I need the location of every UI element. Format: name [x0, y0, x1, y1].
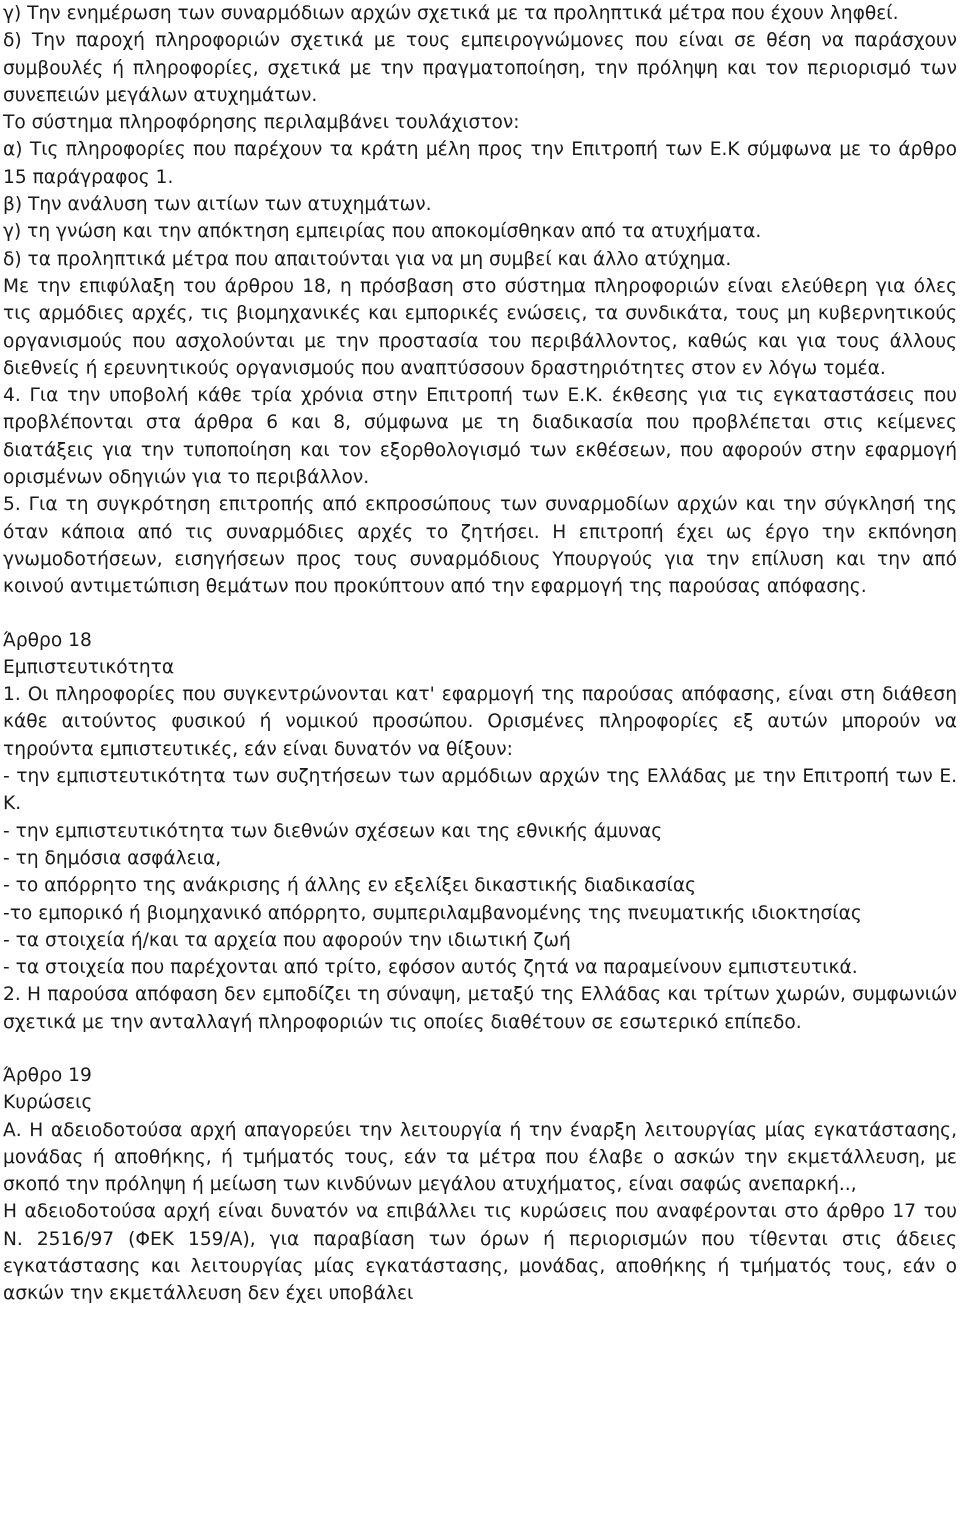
article-18-item-investigation: - το απόρρητο της ανάκρισης ή άλλης εν εξελίξει δικαστικής διαδικασίας: [3, 875, 697, 897]
article-18-item-private-life: - τα στοιχεία ή/και τα αρχεία που αφορούν την ιδιωτική ζωή: [3, 929, 571, 951]
article-18-item-relations: - την εμπιστευτικότητα των διεθνών σχέσεων και της εθνικής άμυνας: [3, 820, 663, 842]
paragraph-gamma-update: γ) Την ενημέρωση των συναρμόδιων αρχών σχετικά με τα προληπτικά μέτρα που έχουν ληφθεί.: [3, 3, 899, 24]
paragraph-item-5: 5. Για τη συγκρότηση επιτροπής από εκπροσώπους των συναρμοδίων αρχών και την σύγκλησή της όταν κάποια από τις συναρμόδιες αρχές το ζητήσει. Η επιτροπή έχει ως έργο την εκπόνηση γνωμοδοτήσεων, εισηγήσεων προς τους συναρμόδιους Υπουργούς για την επίλυση και την από κοινού αντιμετώπιση θεμάτων που προκύπτουν από την εφαρμογή της παρούσας απόφασης.: [3, 494, 957, 598]
article-18-title: Εμπιστευτικότητα: [3, 656, 175, 678]
article-19-paragraph-sanctions: Η αδειοδοτούσα αρχή είναι δυνατόν να επιβάλλει τις κυρώσεις που αναφέρονται στο άρθρο 17 του Ν. 2516/97 (ΦΕΚ 159/Α), για παραβίαση των όρων ή περιορισμών που τίθενται στις άδειες εγκατάστασης και λειτουργίας μίας εγκατάστασης, μονάδας, αποθήκης ή τμήματός τους, εάν ο ασκών την εκμετάλλευση δεν έχει υποβάλει: [3, 1201, 957, 1305]
paragraph-beta-analysis: β) Την ανάλυση των αιτίων των ατυχημάτων.: [3, 194, 432, 216]
article-19-title: Κυρώσεις: [3, 1092, 93, 1114]
article-19-paragraph-a: Α. Η αδειοδοτούσα αρχή απαγορεύει την λειτουργία ή την έναρξη λειτουργίας μίας εγκατάστασης, μονάδας ή αποθήκης, ή τμήματός τους, εάν τα μέτρα που έλαβε ο ασκών την εκμετάλλευση, με σκοπό την πρόληψη ή μείωση των κινδύνων μεγάλου ατυχήματος, είναι σαφώς ανεπαρκή..,: [3, 1119, 957, 1196]
document-page: [3, 0, 957, 1308]
article-18-item-safety: - τη δημόσια ασφάλεια,: [3, 847, 222, 869]
article-18-item-discussions: - την εμπιστευτικότητα των συζητήσεων των αρμόδιων αρχών της Ελλάδας με την Επιτροπή των Ε. Κ.: [3, 766, 957, 815]
section-spacer: [3, 1036, 957, 1062]
article-19-number: Άρθρο 19: [3, 1064, 92, 1086]
paragraph-system-intro: Το σύστημα πληροφόρησης περιλαμβάνει τουλάχιστον:: [3, 112, 520, 134]
section-spacer: [3, 601, 957, 627]
paragraph-delta-measures: δ) τα προληπτικά μέτρα που απαιτούνται για να μη συμβεί και άλλο ατύχημα.: [3, 248, 732, 270]
paragraph-item-4: 4. Για την υποβολή κάθε τρία χρόνια στην Επιτροπή των Ε.Κ. έκθεσης για τις εγκαταστάσεις που προβλέπονται στα άρθρα 6 και 8, σύμφωνα με τη διαδικασία που προβλέπεται στις κείμενες διατάξεις για την τυποποίηση και τον εξορθολογισμό των εκθέσεων, που αφορούν στην εφαρμογή ορισμένων οδηγιών για το περιβάλλον.: [3, 385, 957, 489]
paragraph-delta-experts: δ) Την παροχή πληροφοριών σχετικά με τους εμπειρογνώμονες που είναι σε θέση να παράσχουν συμβουλές ή πληροφορίες, σχετικά με την πραγματοποίηση, την πρόληψη και τον περιορισμό των συνεπειών μεγάλων ατυχημάτων.: [3, 30, 957, 106]
paragraph-access: Με την επιφύλαξη του άρθρου 18, η πρόσβαση στο σύστημα πληροφοριών είναι ελεύθερη για όλες τις αρμόδιες αρχές, τις βιομηχανικές και εμπορικές ενώσεις, τα συνδικάτα, τους μη κυβερνητικούς οργανισμούς που ασχολούνται με την προστασία του περιβάλλοντος, καθώς και για τους άλλους διεθνείς ή ερευνητικούς οργανισμούς που αναπτύσσουν δραστηριότητες στον εν λόγω τομέα.: [3, 275, 957, 379]
paragraph-alpha-info: α) Τις πληροφορίες που παρέχουν τα κράτη μέλη προς την Επιτροπή των Ε.Κ σύμφωνα με το άρθρο 15 παράγραφος 1.: [3, 139, 957, 188]
paragraph-gamma-knowledge: γ) τη γνώση και την απόκτηση εμπειρίας που αποκομίσθηκαν από τα ατυχήματα.: [3, 221, 762, 243]
article-18-paragraph-1: 1. Οι πληροφορίες που συγκεντρώνονται κατ' εφαρμογή της παρούσας απόφασης, είναι στη διάθεση κάθε αιτούντος φυσικού ή νομικού προσώπου. Ορισμένες πληροφορίες εξ αυτών μπορούν να τηρούντα εμπιστευτικές, εάν είναι δυνατόν να θίξουν:: [3, 684, 957, 760]
article-18-item-commercial: -το εμπορικό ή βιομηχανικό απόρρητο, συμπεριλαμβανομένης της πνευματικής ιδιοκτησίας: [3, 902, 862, 924]
article-18-number: Άρθρο 18: [3, 629, 92, 651]
article-18-paragraph-2: 2. Η παρούσα απόφαση δεν εμποδίζει τη σύναψη, μεταξύ της Ελλάδας και τρίτων χωρών, συμφωνιών σχετικά με την ανταλλαγή πληροφοριών τις οποίες διαθέτουν σε εσωτερικό επίπεδο.: [3, 984, 957, 1033]
article-18-item-third-party: - τα στοιχεία που παρέχονται από τρίτο, εφόσον αυτός ζητά να παραμείνουν εμπιστευτικά.: [3, 957, 858, 979]
